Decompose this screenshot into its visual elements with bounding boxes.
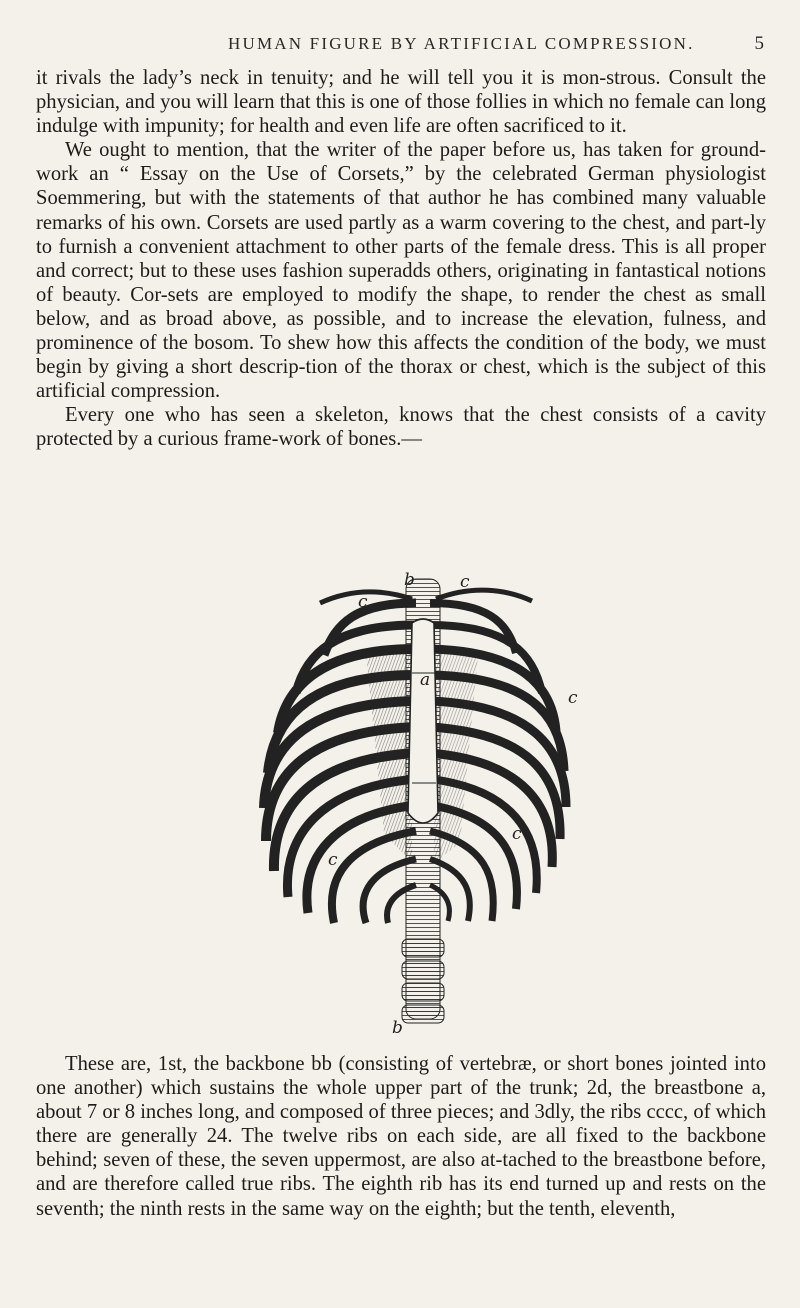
label-c-bottom-left: c [328,850,338,870]
page-header [0,30,800,58]
page-number: 5 [754,33,764,54]
paragraph-soemmering: We ought to mention, that the writer of the paper before us, has taken for ground-work an “ Essay on the Use of Corsets,” by the celebrated German physiologist Soemmering, but with the statements of that author he has combined many valuable remarks of his own. Corsets are used partly as a warm covering to the chest, and part-ly to furnish a convenient attachment to other parts of the female dress. This is all proper and correct; but to these uses fashion superadds others, originating in fantastical notions of beauty. Cor-sets are employed to modify the shape, to render the chest as small below, and as broad above, as possible, and to increase the elevation, fulness, and prominence of the bosom. To shew how this affects the condition of the body, we must begin by giving a short descrip-tion of the thorax or chest, which is the subject of this artificial compression. [36,139,766,403]
label-c-top-right: c [460,572,470,592]
paragraph-bones-description: These are, 1st, the backbone bb (consisting of vertebræ, or short bones jointed into one another) which sustains the whole upper part of the trunk; 2d, the breastbone a, about 7 or 8 inches long, and composed of three pieces; and 3dly, the ribs cccc, of which there are generally 24. The twelve ribs on each side, are all fixed to the backbone behind; seven of these, the seven uppermost, are also at-tached to the breastbone before, and are therefore called true ribs. The eighth rib has its end turned up and rests on the seventh; the ninth rests in the same way on the eighth; but the tenth, eleventh, [36,1053,766,1220]
label-b-bottom: b [392,1018,403,1038]
label-c-top-left: c [358,592,368,612]
label-c-right-mid: c [568,688,578,708]
label-b-top: b [404,570,415,590]
ribcage-engraving [216,563,596,1043]
breastbone-shape [408,619,438,823]
paragraph-continuation: it rivals the lady’s neck in tenuity; and he will tell you it is mon-strous. Consult the physician, and you will learn that this is one of those follies in which no female can long indulge with impunity; for health and even life are often sacrificed to it. [36,67,766,138]
body-text-top [36,66,766,452]
running-head: HUMAN FIGURE BY ARTIFICIAL COMPRESSION. [228,34,695,53]
body-text-bottom [36,1052,766,1221]
label-a-sternum: a [420,670,431,690]
paragraph-skeleton: Every one who has seen a skeleton, knows that the chest consists of a cavity protected by a curious frame-work of bones.— [36,404,766,451]
label-c-bottom-right: c [512,824,522,844]
thorax-illustration [216,563,596,1043]
